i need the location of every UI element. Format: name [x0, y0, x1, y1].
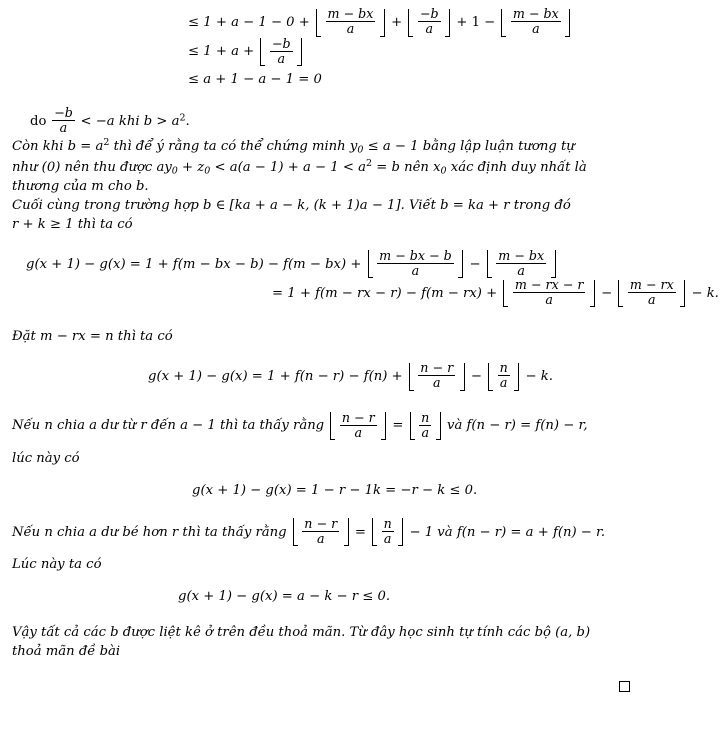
p6-line-1 [12, 515, 668, 547]
p3-l1: Cuối cùng trong trường hợp b ∈ [ka + a − k, (k + 1)a − 1]. Viết b = ka + r trong đó [12, 198, 571, 214]
floor-bracket-n-1 [488, 362, 519, 391]
paragraph-luc-nay-ta-co [12, 556, 668, 575]
frac-den: a [496, 263, 546, 278]
equation-g3-line [148, 362, 668, 391]
eq-g3-lhs: g(x + 1) − g(x) = 1 + f(n − r) − f(n) + [148, 369, 403, 385]
p2-l2c: < a(a − 1) + a − 1 < a [214, 160, 366, 176]
eq3-text: ≤ a + 1 − a − 1 = 0 [188, 71, 322, 87]
floor-bracket-mbx-1 [316, 8, 385, 37]
eq2-lead: ≤ 1 + a + [188, 44, 255, 60]
frac-num: −b [271, 35, 291, 51]
p2-l1-sub: 0 [357, 144, 364, 156]
p2-line-2 [12, 157, 668, 178]
frac-num: m − rx − r [514, 277, 584, 293]
floor-bracket-n-2 [410, 411, 441, 440]
frac-num: n − r [304, 515, 338, 531]
p1-end: . [185, 114, 190, 130]
frac-den: a [418, 375, 455, 390]
eq1-plus-2: + 1 − [456, 15, 496, 31]
qed-wrapper [12, 681, 668, 696]
equation-line-2 [188, 37, 668, 66]
eq-g1-minus: − [469, 256, 481, 272]
equation-g-line-1 [26, 247, 668, 279]
eq-g3-minus: − [470, 369, 482, 385]
p5-line-1 [12, 411, 668, 440]
p5-c: và f(n − r) = f(n) − r, [447, 418, 588, 434]
equation-g3 [12, 362, 668, 391]
p6-c: − 1 và f(n − r) = a + f(n) − r. [409, 524, 606, 540]
p2-line-1 [12, 136, 668, 157]
p2-l2-sub1: 0 [171, 165, 178, 177]
p2-l2-sup: 2 [365, 158, 373, 170]
eq-g1-lhs: g(x + 1) − g(x) = 1 + f(m − bx − b) − f(m − bx) + [26, 256, 362, 272]
frac-num: n [383, 515, 392, 531]
equation-group-g [12, 247, 719, 309]
paragraph-case-remainder-low [12, 515, 668, 547]
eq-simple-2-text: g(x + 1) − g(x) = a − k − r ≤ 0. [178, 588, 391, 604]
equation-group-top [12, 8, 668, 92]
frac-den: a [377, 263, 454, 278]
paragraph-case-b-eq-a2 [12, 136, 668, 197]
frac-num: n − r [420, 360, 454, 376]
frac-num: m − bx [327, 6, 374, 22]
paragraph-case-remainder-high [12, 411, 668, 440]
eq1-plus-1: + [391, 15, 403, 31]
p2-l2d: = b nên x [376, 160, 441, 176]
p2-l1-sup: 2 [103, 137, 110, 149]
p7-l2: thoả mãn đề bài [12, 643, 121, 659]
floor-bracket-negb-2 [260, 37, 302, 66]
p1-pre: do [30, 114, 47, 130]
frac-num: −b [54, 105, 73, 121]
eq-g2-lhs: = 1 + f(m − rx − r) − f(m − rx) + [272, 286, 498, 302]
p2-l2e: xác định duy nhất là [450, 160, 587, 176]
frac-den: a [498, 375, 510, 390]
frac-negb-inline [52, 106, 75, 135]
equation-simple-2 [12, 584, 668, 609]
frac-num: −b [419, 6, 439, 22]
frac-den: a [52, 120, 75, 135]
floor-bracket-mbx-3 [487, 247, 556, 279]
floor-bracket-nr-1 [409, 362, 465, 391]
p6-line2: Lúc này ta có [12, 556, 102, 572]
p7-line-2 [12, 643, 668, 662]
frac-num: n − r [341, 409, 375, 425]
equation-line-1 [188, 8, 668, 37]
p2-line-3 [12, 178, 668, 197]
p2-l2-sub2: 0 [204, 165, 211, 177]
frac-den: a [382, 531, 394, 546]
paragraph-final-case [12, 197, 668, 234]
floor-bracket-mbx-2 [501, 8, 570, 37]
p3-l2: r + k ≥ 1 thì ta có [12, 216, 133, 232]
floor-bracket-negb-1 [408, 8, 450, 37]
p1-mid: < −a khi b > a [80, 114, 180, 130]
paragraph-luc-nay-co [12, 450, 668, 469]
paragraph-conclusion [12, 624, 668, 661]
qed-square-icon [619, 681, 630, 692]
floor-bracket-n-3 [372, 515, 403, 547]
floor-bracket-nr-2 [330, 411, 386, 440]
frac-den: a [302, 531, 339, 546]
p2-l2b: + z [182, 160, 205, 176]
frac-den: a [628, 292, 676, 307]
p5-b: = [392, 418, 404, 434]
equation-line-3 [188, 67, 668, 92]
eq-simple-1-text: g(x + 1) − g(x) = 1 − r − 1k = −r − k ≤ 0. [192, 482, 478, 498]
frac-num: n [499, 360, 508, 376]
equation-simple-1 [12, 478, 668, 503]
p5-a: Nếu n chia a dư từ r đến a − 1 thì ta thấy rằng [12, 418, 325, 434]
p2-l2a: như (0) nên thu được ay [12, 160, 172, 176]
p3-line-1 [12, 197, 668, 216]
frac-den: a [340, 425, 377, 440]
p5-line2: lúc này có [12, 450, 80, 466]
p2-l1a: Còn khi b = a [12, 139, 104, 155]
frac-den: a [270, 51, 293, 66]
frac-den: a [513, 292, 586, 307]
p4-text: Đặt m − rx = n thì ta có [12, 329, 173, 345]
floor-bracket-mrx [618, 279, 685, 308]
frac-num: m − bx [512, 6, 559, 22]
eq-g3-tail: − k. [525, 369, 553, 385]
frac-num: m − bx [498, 247, 545, 263]
p7-line-1 [12, 624, 668, 643]
p2-l1b: thì để ý rằng ta có thể chứng minh y [113, 139, 358, 155]
p2-l3: thương của m cho b. [12, 179, 149, 195]
p7-l1: Vậy tất cả các b được liệt kê ở trên đều thoả mãn. Từ đây học sinh tự tính các bộ (a, b) [12, 624, 591, 640]
p3-line-2 [12, 216, 668, 235]
paragraph-substitution [12, 328, 668, 347]
eq1-lead: ≤ 1 + a − 1 − 0 + [188, 15, 310, 31]
paragraph-do [12, 107, 668, 136]
p2-l2-sub3: 0 [440, 165, 447, 177]
p2-l1c: ≤ a − 1 bằng lập luận tương tự [367, 139, 575, 155]
p1-sup: 2 [179, 112, 186, 124]
floor-bracket-nr-3 [293, 515, 349, 547]
eq-g2-tail: − k. [691, 286, 719, 302]
p6-b: = [354, 524, 366, 540]
frac-den: a [511, 21, 561, 36]
frac-den: a [326, 21, 376, 36]
frac-num: m − rx [629, 277, 674, 293]
floor-bracket-mbxb [368, 247, 464, 279]
eq-g2-minus: − [601, 286, 613, 302]
floor-bracket-mrxr [503, 279, 595, 308]
equation-g-line-2 [26, 277, 719, 308]
frac-num: m − bx − b [379, 247, 452, 263]
frac-num: n [421, 409, 430, 425]
frac-den: a [419, 425, 431, 440]
p6-a: Nếu n chia a dư bé hơn r thì ta thấy rằng [12, 524, 287, 540]
frac-den: a [418, 21, 441, 36]
